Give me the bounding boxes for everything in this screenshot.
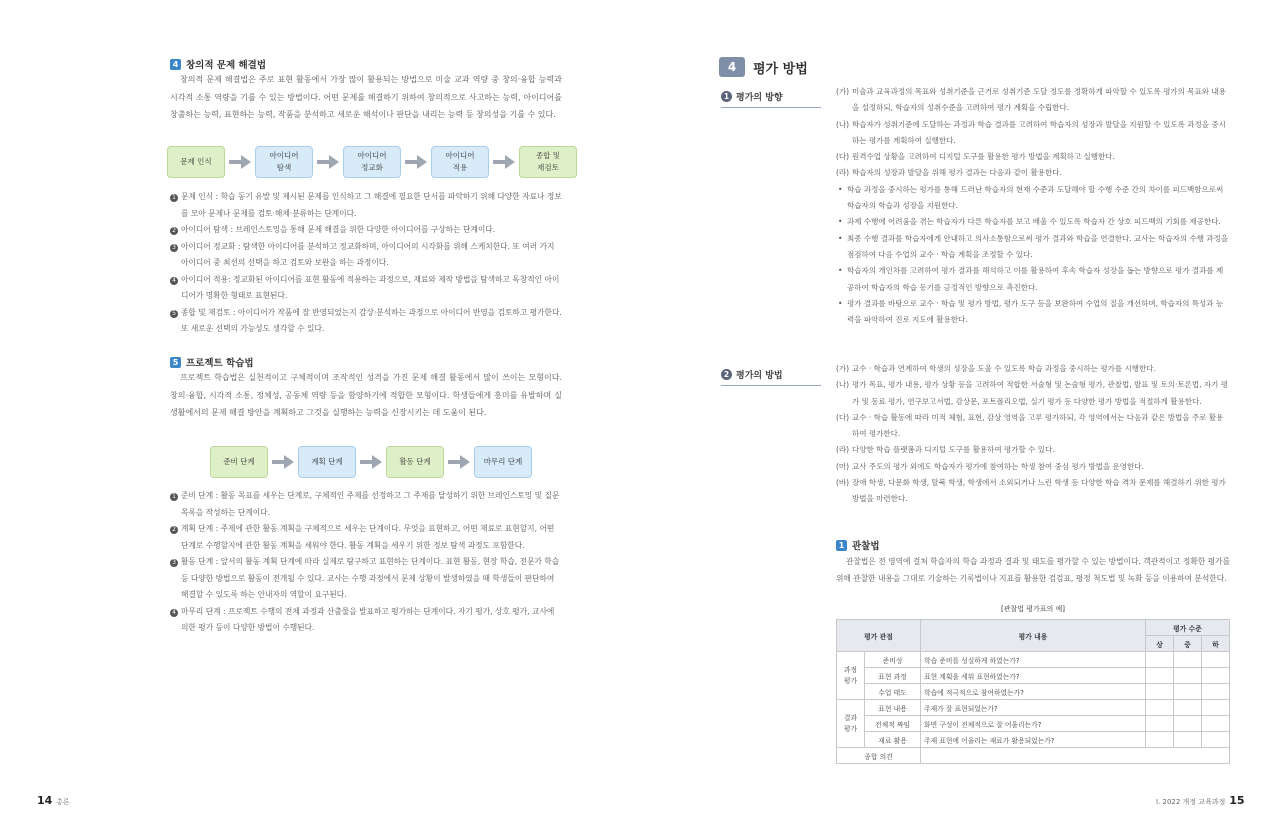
- list-item: [170, 488, 562, 521]
- list-item: [836, 117, 1230, 150]
- list-item: [836, 296, 1230, 329]
- table-row: [837, 716, 1230, 732]
- rating-cell[interactable]: [1174, 668, 1202, 684]
- flow-arrow-icon: [225, 155, 255, 169]
- list-item-text: 장애 학생, 다문화 학생, 탈북 학생, 학생에서 소외되거나 느린 학생 등 다양한 학습 격차 문제를 해결하기 위한 평가 방법을 마련한다.: [852, 478, 1226, 504]
- list-item: [836, 263, 1230, 296]
- list-item: [170, 272, 562, 305]
- list-item-text: 교수 · 학습 활동에 따라 미적 체험, 표현, 감상 영역을 고루 평가하되, 각 영역에서는 다음과 같은 방법을 주로 활용하여 평가한다.: [852, 412, 1224, 439]
- list-item: [836, 84, 1230, 117]
- table-header-cell: 하: [1202, 636, 1230, 652]
- list-item-text: 미술과 교육과정의 목표와 성취기준을 근거로 성취기준 도달 정도를 정확하게 파악할 수 있도록 평가의 목표와 내용을 설정하되, 학습자의 성취수준을 고려하여 평가 계획을 수립한다.: [852, 87, 1226, 113]
- flow-step: 활동 단계: [386, 446, 444, 478]
- list-item-text: 아이디어 탐색 : 브레인스토밍을 통해 문제 해결을 위한 다양한 아이디어를 구상하는 단계이다.: [181, 225, 496, 234]
- rating-cell[interactable]: [1146, 716, 1174, 732]
- section-title: 창의적 문제 해결법: [186, 60, 267, 71]
- table-cell: 전체적 짜임: [865, 716, 921, 732]
- flow-step: 계획 단계: [298, 446, 356, 478]
- flow-step: 아이디어 정교화: [343, 146, 401, 178]
- flow-arrow-icon: [444, 455, 474, 469]
- rating-cell[interactable]: [1146, 652, 1174, 668]
- section-number-badge: 4: [170, 59, 181, 70]
- list-marker: (가): [836, 364, 850, 373]
- table-row: [837, 668, 1230, 684]
- list-marker: (나): [836, 119, 850, 129]
- table-category-cell: 과정 평가: [837, 652, 865, 700]
- list-marker: (라): [836, 168, 850, 178]
- flow-arrow-icon: [268, 455, 298, 469]
- page-number: Ⅰ. 2022 개정 교육과정 15: [1156, 794, 1245, 807]
- list-item: [836, 475, 1230, 508]
- list-item-text: 학습자가 성취기준에 도달하는 과정과 학습 결과를 고려하여 학습자의 성장과 발달을 지원할 수 있도록 과정을 중시하는 평가를 계획하여 실행한다.: [852, 119, 1226, 145]
- flow-step: 문제 인식: [167, 146, 225, 178]
- table-header-cell: 평가 관점: [837, 620, 921, 652]
- list-item-text: 교수 · 학습과 연계하여 학생의 성장을 도울 수 있도록 학습 과정을 중시하는 평가를 시행한다.: [852, 364, 1156, 373]
- table-cell: 표현 계획을 세워 표현하였는가?: [921, 668, 1146, 684]
- section-number-badge: 5: [170, 357, 181, 368]
- list-item: [836, 231, 1230, 264]
- step-number: 5: [170, 310, 178, 318]
- section-heading: [170, 355, 254, 369]
- section-heading: [836, 538, 880, 552]
- table-footer-label: 종합 의견: [837, 748, 921, 764]
- page-number: 14 총론: [37, 794, 70, 807]
- section-title: 관찰법: [852, 541, 880, 552]
- step-number: 1: [170, 493, 178, 501]
- rating-cell[interactable]: [1174, 700, 1202, 716]
- list-item: [170, 189, 562, 222]
- flow-arrow-icon: [356, 455, 386, 469]
- table-cell: 학습 준비를 성실하게 하였는가?: [921, 652, 1146, 668]
- table-category-cell: 결과 평가: [837, 700, 865, 748]
- rating-cell[interactable]: [1202, 700, 1230, 716]
- subsection-heading: [721, 368, 783, 381]
- section-paragraph: 관찰법은 전 영역에 걸쳐 학습자의 학습 과정과 결과 및 태도를 평가할 수 있는 방법이다. 객관적이고 정확한 평가를 위해 관찰한 내용을 그대로 기술하는 기록법이나 지표를 활용한 검검표, 평정 척도법 및 녹화 등을 이용하여 분석한다.: [836, 557, 1230, 583]
- list-item: [170, 521, 562, 554]
- list-item-text: 아이디어 적용: 정교화된 아이디어를 표현 활동에 적용하는 과정으로, 재료와 제작 방법을 탐색하고 독창적인 아이디어가 명확한 형태로 표현된다.: [181, 274, 560, 300]
- table-cell: 준비성: [865, 652, 921, 668]
- list-marker: (바): [836, 478, 850, 488]
- step-number: 2: [170, 227, 178, 235]
- step-number: 3: [170, 559, 178, 567]
- list-item-text: 평가 결과를 바탕으로 교수 · 학습 및 평가 방법, 평가 도구 등을 보완하여 수업의 질을 개선하며, 학습자의 특성과 능력을 파악하여 진로 지도에 활용한다.: [847, 298, 1224, 325]
- list-item-text: 종합 및 재검토 : 아이디어가 작품에 잘 반영되었는지 감상·분석하는 과정으로 아이디어 반영을 검토하고 평가한다. 또 새로운 선택의 가능성도 생각할 수 있다.: [181, 307, 562, 333]
- rating-cell[interactable]: [1174, 716, 1202, 732]
- table-row: [837, 748, 1230, 764]
- step-list: [170, 488, 562, 637]
- section-number-badge: 1: [836, 540, 847, 551]
- comment-cell[interactable]: [921, 748, 1230, 764]
- table-cell: 주제가 잘 표현되었는가?: [921, 700, 1146, 716]
- step-number: 2: [170, 526, 178, 534]
- rating-cell[interactable]: [1202, 716, 1230, 732]
- list-item-text: 계획 단계 : 주제에 관한 활동 계획을 구체적으로 세우는 단계이다. 무엇을 표현하고, 어떤 재료로 표현할지, 어떤 단계로 수행할지에 관한 활동 계획을 세워야 한다. 활동 계획을 세우기 위한 정보 탐색 과정도 포함한다.: [181, 524, 555, 550]
- table-header-cell: 중: [1174, 636, 1202, 652]
- section-paragraph: 프로젝트 학습법은 실천적이고 구체적이며 조작적인 성격을 가진 문제 해결 활동에서 많이 쓰이는 모형이다. 창의·융합, 시각적 소통, 정체성, 공동체 역량 등을 함양하기에 적합한 모형이다. 학생들에게 흥미를 유발하며 실생활에서의 문제 해결 방안을 계획하고 그것을 실행하는 능력을 신장시키는 데 도움이 된다.: [170, 373, 562, 417]
- section-paragraph: 창의적 문제 해결법은 주로 표현 활동에서 가장 많이 활용되는 방법으로 미술 교과 역량 중 창의·융합 능력과 시각적 소통 역량을 기를 수 있는 방법이다. 어떤 문제를 해결하기 위하여 창의적으로 사고하는 능력, 아이디어를 창출하는 능력, 표현하는 능력, 작품을 분석하고 새로운 해석이나 판단을 내리는 능력 등 창의성을 기를 수 있다.: [170, 75, 562, 119]
- flow-arrow-icon: [313, 155, 343, 169]
- page-label: 총론: [56, 798, 70, 806]
- table-header-cell: 평가 수준: [1146, 620, 1230, 636]
- list-item-text: 과제 수행에 어려움을 겪는 학습자가 다른 학습자를 보고 배울 수 있도록 학습자 간 상호 피드백의 기회를 제공한다.: [847, 217, 1221, 227]
- list-item: [170, 305, 562, 338]
- chapter-title: [719, 57, 808, 77]
- list-marker: (마): [836, 461, 850, 471]
- rating-cell[interactable]: [1174, 684, 1202, 700]
- process-flow: [210, 446, 532, 478]
- list-item-text: 아이디어 정교화 : 탐색한 아이디어를 분석하고 정교화하며, 아이디어의 시각화를 위해 스케치한다. 또 여러 가지 아이디어 중 최선의 선택을 하고 검토와 보완을 하는 과정이다.: [181, 241, 555, 267]
- flow-arrow-icon: [489, 155, 519, 169]
- list-marker: •: [838, 266, 843, 276]
- list-marker: (다): [836, 412, 850, 422]
- process-flow: [167, 146, 577, 178]
- subsection-number: 1: [721, 91, 732, 102]
- table-row: [837, 700, 1230, 716]
- list-item: [170, 239, 562, 272]
- list-item-text: 평가 목표, 평가 내용, 평가 상황 등을 고려하여 적합한 서술형 및 논술형 평가, 관찰법, 발표 및 토의·토론법, 자기 평가 및 동료 평가, 연구보고서법, 감상문, 포트폴리오법, 실기 평가 등 다양한 평가 방법을 적절하게 활용한다.: [852, 380, 1228, 406]
- divider: [721, 107, 821, 108]
- table-row: [837, 732, 1230, 748]
- rating-cell[interactable]: [1202, 684, 1230, 700]
- section-title: 프로젝트 학습법: [186, 358, 254, 369]
- list-item: [170, 222, 562, 239]
- list-marker: •: [838, 217, 843, 227]
- table-header-cell: 상: [1146, 636, 1174, 652]
- list-item-text: 다양한 학습 플랫폼과 디지털 도구를 활용하여 평가할 수 있다.: [852, 445, 1055, 455]
- subsection-title: 평가의 방법: [736, 371, 783, 381]
- rating-cell[interactable]: [1202, 732, 1230, 748]
- table-cell: 수업 태도: [865, 684, 921, 700]
- list-marker: (가): [836, 87, 850, 96]
- chapter-title-text: 평가 방법: [753, 61, 808, 77]
- list-item: [836, 361, 1230, 377]
- table-row: [837, 652, 1230, 668]
- flow-step: 종합 및 재검토: [519, 146, 577, 178]
- list-item-text: 학습 과정을 중시하는 평가를 통해 드러난 학습자의 현재 수준과 도달해야 할 수행 수준 간의 차이를 피드백함으로써 학습자의 학습과 성장을 지원한다.: [847, 184, 1224, 211]
- list-item: [836, 442, 1230, 458]
- list-marker: (다): [836, 152, 850, 162]
- list-item-text: 활동 단계 : 앞서의 활동 계획 단계에 따라 실제로 탐구하고 표현하는 단계이다. 표현 활동, 현장 학습, 전문가 학습 등 다양한 방법으로 활동이 전개될 수 있다. 교사는 수행 과정에서 문제 상황이 발생하였을 때 학생들이 판단하여 해결할 수 있도록 하는 안내자의 역할이 요구된다.: [181, 557, 560, 599]
- rating-cell[interactable]: [1146, 668, 1174, 684]
- evaluation-table: [836, 619, 1230, 764]
- table-cell: 재료 활용: [865, 732, 921, 748]
- list-marker: •: [838, 298, 843, 308]
- flow-step: 아이디어 탐색: [255, 146, 313, 178]
- subsection-title: 평가의 방향: [736, 93, 783, 103]
- rating-cell[interactable]: [1202, 668, 1230, 684]
- section-heading: [170, 57, 266, 71]
- page-label: Ⅰ. 2022 개정 교육과정: [1156, 798, 1226, 806]
- list-item: [836, 182, 1230, 215]
- list-marker: (나): [836, 380, 850, 390]
- rating-cell[interactable]: [1146, 684, 1174, 700]
- step-number: 4: [170, 609, 178, 617]
- flow-arrow-icon: [401, 155, 431, 169]
- rating-cell[interactable]: [1146, 700, 1174, 716]
- list-item-text: 최종 수행 결과를 학습자에게 안내하고 의사소통함으로써 평가 결과와 학습을 연결한다. 교사는 학습자의 수행 과정을 점검하여 다음 수업의 교수 · 학습 계획을 조정할 수 있다.: [847, 233, 1229, 259]
- list-marker: (라): [836, 445, 850, 455]
- direction-list: [836, 84, 1230, 328]
- method-list: [836, 361, 1230, 508]
- table-caption: [관찰법 평가표의 예]: [1000, 605, 1065, 613]
- list-item-text: 학습자의 개인차를 고려하여 평가 결과를 해석하고 이를 활용하여 후속 학습자 성장을 돕는 방향으로 평가 결과를 제공하여 학습자의 학습 동기를 긍정적인 방향으로 촉진한다.: [847, 266, 1224, 292]
- list-item-text: 마무리 단계 : 프로젝트 수행의 전체 과정과 산출물을 발표하고 평가하는 단계이다. 자기 평가, 상호 평가, 교사에 의한 평가 등이 다양한 방법이 수행된다.: [181, 606, 555, 632]
- flow-step: 준비 단계: [210, 446, 268, 478]
- list-item: [836, 377, 1230, 410]
- subsection-heading: [721, 90, 783, 103]
- rating-cell[interactable]: [1174, 652, 1202, 668]
- step-number: 4: [170, 277, 178, 285]
- table-header-cell: 평가 내용: [921, 620, 1146, 652]
- list-item: [836, 214, 1230, 230]
- step-number: 1: [170, 194, 178, 202]
- flow-step: 아이디어 적용: [431, 146, 489, 178]
- list-item: [170, 554, 562, 604]
- list-item-text: 학습자의 성장과 발달을 위해 평가 결과는 다음과 같이 활용한다.: [852, 168, 1062, 178]
- subsection-number: 2: [721, 369, 732, 380]
- rating-cell[interactable]: [1146, 732, 1174, 748]
- list-item: [836, 410, 1230, 443]
- step-list: [170, 189, 562, 338]
- table-cell: 표현 내용: [865, 700, 921, 716]
- table-cell: 표현 과정: [865, 668, 921, 684]
- table-cell: 화면 구성이 전체적으로 잘 어울리는가?: [921, 716, 1146, 732]
- list-item: [836, 165, 1230, 181]
- table-cell: 주제 표현에 어울리는 재료가 활용되었는가?: [921, 732, 1146, 748]
- list-marker: •: [838, 184, 843, 194]
- divider: [721, 385, 821, 386]
- list-item-text: 준비 단계 : 활동 목표를 세우는 단계로, 구체적인 주제를 선정하고 그 주제를 달성하기 위한 브레인스토밍 및 질문 목록을 작성하는 단계이다.: [181, 491, 560, 517]
- list-item: [836, 149, 1230, 165]
- chapter-number-badge: 4: [719, 57, 745, 77]
- list-item: [836, 459, 1230, 475]
- list-item-text: 문제 인식 : 학습 동기 유발 및 제시된 문제를 인식하고 그 해결에 필요한 단서를 파악하기 위해 다양한 자료나 정보를 모아 문제나 문제를 검토·해체·분류하는 단계이다.: [181, 192, 562, 218]
- step-number: 3: [170, 244, 178, 252]
- rating-cell[interactable]: [1174, 732, 1202, 748]
- list-item: [170, 604, 562, 637]
- rating-cell[interactable]: [1202, 652, 1230, 668]
- list-item-text: 교사 주도의 평가 외에도 학습자가 평가에 참여하는 학생 참여 중심 평가 방법을 운영한다.: [852, 461, 1144, 471]
- table-row: [837, 684, 1230, 700]
- list-item-text: 원격수업 상황을 고려하여 디지털 도구를 활용한 평가 방법을 계획하고 실행한다.: [852, 152, 1115, 162]
- table-cell: 학습에 적극적으로 참여하였는가?: [921, 684, 1146, 700]
- list-marker: •: [838, 233, 843, 243]
- flow-step: 마무리 단계: [474, 446, 532, 478]
